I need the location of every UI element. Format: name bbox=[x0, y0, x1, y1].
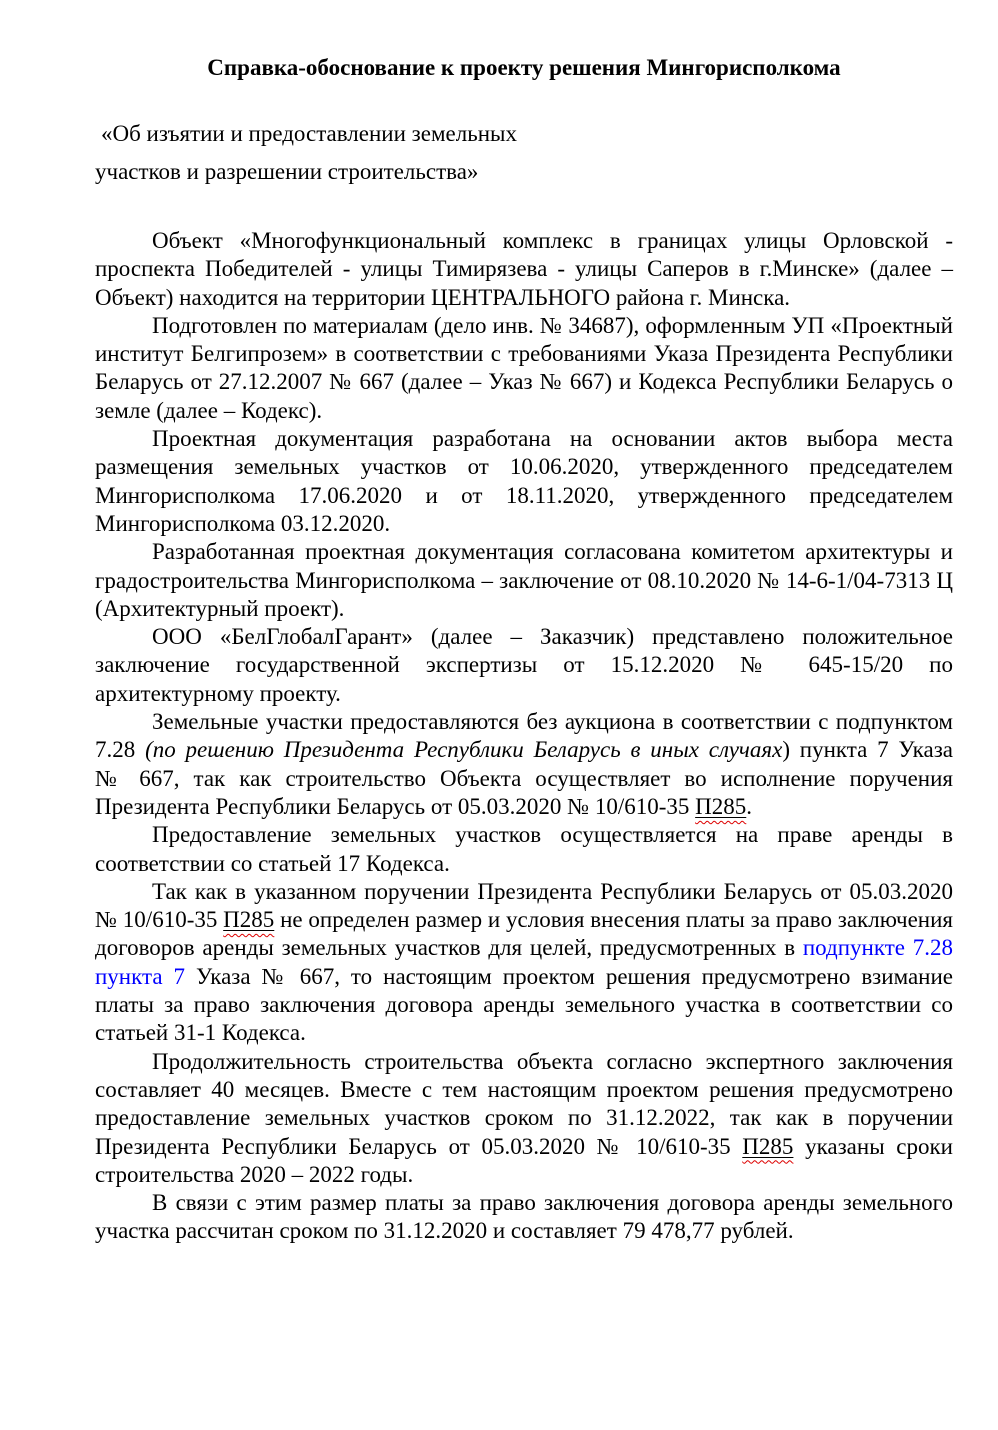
paragraph-lease-right: Предоставление земельных участков осуществляется на праве аренды в соответствии со статьей 17 Кодекса. bbox=[95, 822, 953, 876]
underlined-word-wrapper bbox=[742, 1134, 793, 1159]
paragraph-project-documentation-basis: Проектная документация разработана на основании актов выбора места размещения земельных участков от 10.06.2020, утвержденного председателем Мингорисполкома 17.06.2020 и от 18.11.2020, утвержденного председателем Мингорисполкома 03.12.2020. bbox=[95, 426, 953, 536]
underlined-word-wrapper bbox=[223, 907, 274, 932]
text-run: Так как в указанном поручении Президента Республики Беларусь от 05.03.2020 № 10/610-35 bbox=[95, 878, 953, 933]
text-run: Продолжительность строительства объекта согласно экспертного заключения составляет 40 месяцев. Вместе с тем настоящим проектом решения предусмотрено предоставление земельных участков сроком по 31.12.2022, так как в поручении Президента Республики Беларусь от 05.03.2020 № 10/610-35 bbox=[95, 1048, 953, 1159]
italic-run-presidential-decision: (по решению Президента Республики Беларусь в иных случаях bbox=[145, 737, 783, 763]
paragraph-state-expertise-conclusion: ООО «БелГлобалГарант» (далее – Заказчик) представлено положительное заключение государственной экспертизы от 15.12.2020 № 645-15/20 по архитектурному проекту. bbox=[95, 624, 953, 706]
paragraph-architecture-committee-approval: Разработанная проектная документация согласована комитетом архитектуры и градостроительства Мингорисполкома – заключение от 08.10.2020 № 14-6-1/04-7313 Ц (Архитектурный проект). bbox=[95, 539, 953, 621]
underlined-word-wrapper bbox=[695, 794, 746, 819]
subject-line-2: участков и разрешении строительства» bbox=[95, 159, 479, 184]
subject-line-1: «Об изъятии и предоставлении земельных bbox=[101, 121, 517, 146]
paragraph-payment-amount: В связи с этим размер платы за право заключения договора аренды земельного участка рассчитан сроком по 31.12.2020 и составляет 79 478,77 рублей. bbox=[95, 1190, 953, 1244]
text-run: ) пункта 7 Указа № 667, так как строительство Объекта осуществляет во исполнение поручения Президента Республики Беларусь от 05.03.2020 № 10/610-35 bbox=[95, 737, 954, 819]
hyperlink-subpoint-7-28[interactable]: подпункте 7.28 пункта 7 bbox=[95, 935, 953, 989]
paragraph-construction-duration bbox=[95, 1048, 953, 1189]
document-content bbox=[0, 115, 998, 1246]
text-run: . bbox=[746, 793, 752, 819]
text-run: Указа № 667, то настоящим проектом решения предусмотрено взимание платы за право заключения договора аренды земельного участка в соответствии со статьей 31-1 Кодекса. bbox=[95, 963, 954, 1046]
paragraph-prepared-materials: Подготовлен по материалам (дело инв. № 34687), оформленным УП «Проектный институт Белгипрозем» в соответствии с требованиями Указа Президента Республики Беларусь от 27.12.2007 № 667 (далее – Указ № 667) и Кодекса Республики Беларусь о земле (далее – Кодекс). bbox=[95, 312, 953, 423]
misspelled-word-p285: П285 bbox=[695, 793, 747, 819]
misspelled-word-p285: П285 bbox=[742, 1133, 794, 1159]
document-body bbox=[95, 227, 953, 1246]
document-subject bbox=[95, 115, 953, 191]
misspelled-word-p285: П285 bbox=[223, 907, 275, 933]
document-title: Справка-обоснование к проекту решения Мингорисполкома bbox=[207, 55, 841, 80]
paragraph-object-location: Объект «Многофункциональный комплекс в границах улицы Орловской - проспекта Победителей - улицы Тимирязева - улицы Саперов в г.Минске» (далее – Объект) находится на территории ЦЕНТРАЛЬНОГО района г. Минска. bbox=[95, 228, 953, 310]
paragraph-land-plots-without-auction bbox=[95, 708, 953, 821]
text-run: указаны сроки строительства 2020 – 2022 годы. bbox=[95, 1133, 953, 1187]
paragraph-payment-for-lease-conclusion bbox=[95, 878, 953, 1048]
text-run: Земельные участки предоставляются без аукциона в соответствии с подпунктом 7.28 bbox=[95, 709, 953, 763]
text-run: не определен размер и условия внесения платы за право заключения договоров аренды земельных участков для целей, предусмотренных в bbox=[95, 907, 953, 961]
